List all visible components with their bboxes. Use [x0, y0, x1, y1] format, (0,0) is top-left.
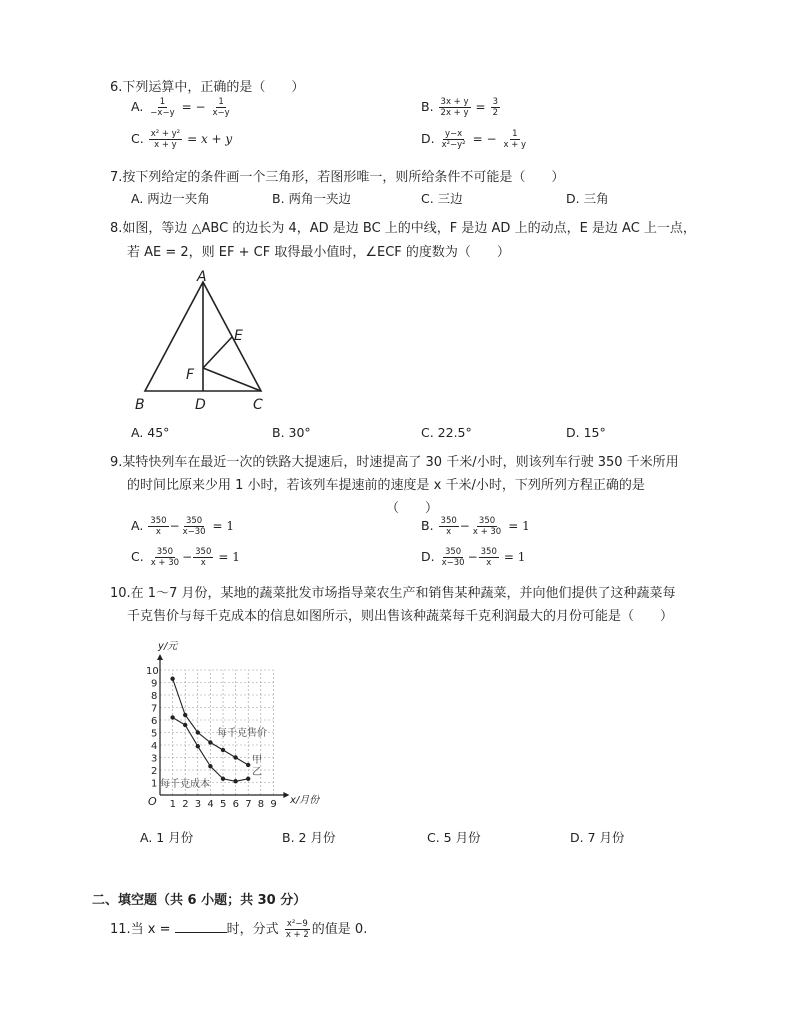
series-label-yi: 乙	[252, 767, 262, 778]
x-tick-label: 1	[169, 799, 176, 810]
q9-stem-line3: （ ）	[386, 501, 439, 516]
q7-stem: 7.按下列给定的条件画一个三角形，若图形唯一，则所给条件不可能是（ ）	[110, 170, 565, 185]
q10-option-a: A. 1 月份	[140, 830, 194, 845]
q9-option-d: D. $\frac{350}{x-30}$ − $\frac{350}{x}$ = 1	[421, 547, 526, 568]
point-label-a: A	[197, 269, 207, 285]
x-tick-label: 7	[245, 799, 252, 810]
q6-option-a: A. $\frac{1}{-x-y}$ = − $\frac{1}{x-y}$	[131, 97, 230, 118]
series-point-cost	[170, 715, 174, 719]
q8-stem-line1: 8.如图，等边 △ABC 的边长为 4，AD 是边 BC 上的中线，F 是边 AD 上的动点，E 是边 AC 上一点，	[110, 221, 696, 236]
point-label-f: F	[186, 367, 195, 383]
series-point-price	[246, 763, 250, 767]
q9-option-c: C. $\frac{350}{x + 30}$ − $\frac{350}{x}$ = 1	[131, 547, 240, 568]
x-tick-label: 2	[182, 799, 189, 810]
q9-stem-line1: 9.某特快列车在最近一次的铁路大提速后，时速提高了 30 千米/小时，则该列车行驶 350 千米所用	[110, 455, 679, 470]
series-point-cost	[196, 744, 200, 748]
q6-option-c: C. $\frac{\text{x² + y²}}{x + y}$ = x + y	[131, 129, 233, 150]
point-label-c: C	[253, 397, 263, 413]
q6-stem: 6.下列运算中，正确的是（ ）	[110, 80, 305, 95]
q8-stem-line2: 若 AE = 2，则 EF + CF 取得最小值时，∠ECF 的度数为（ ）	[127, 245, 510, 260]
x-tick-label: 5	[220, 799, 227, 810]
y-tick-label: 7	[151, 703, 158, 715]
series-point-price	[221, 748, 225, 752]
series-point-cost	[208, 764, 212, 768]
y-tick-label: 3	[151, 753, 158, 765]
series-label-jia: 甲	[252, 755, 262, 766]
triangle-figure	[130, 268, 280, 416]
q9-option-b: B. $\frac{350}{x}$ − $\frac{350}{x + 30}$ = 1	[421, 516, 530, 537]
y-tick-label: 8	[151, 691, 158, 702]
q10-option-d: D. 7 月份	[570, 830, 625, 845]
q10-stem-line2: 千克售价与每千克成本的信息如图所示，则出售该种蔬菜每千克利润最大的月份可能是（ ）	[127, 609, 674, 624]
y-tick-label: 1	[151, 778, 158, 790]
series-point-price	[208, 740, 212, 744]
series-point-cost	[183, 723, 187, 727]
q8-option-c: C. 22.5°	[421, 425, 472, 440]
q6-option-d: D. $\frac{y-x}{\text{x²−y²}}$ = − $\frac{1}{x + y}$	[421, 129, 527, 150]
q10-option-b: B. 2 月份	[282, 830, 336, 845]
point-label-e: E	[234, 328, 243, 344]
y-tick-label: 10	[146, 666, 159, 677]
q7-option-a: A. 两边一夹角	[131, 191, 210, 206]
q8-option-a: A. 45°	[131, 425, 170, 440]
series-point-cost	[233, 779, 237, 783]
segment-fc	[203, 368, 261, 391]
x-tick-label: 8	[257, 799, 265, 810]
price-cost-chart	[140, 635, 340, 815]
y-tick-label: 4	[151, 741, 158, 752]
q7-option-c: C. 三边	[421, 191, 463, 206]
x-tick-label: 9	[270, 799, 277, 810]
series-point-price	[233, 755, 237, 759]
x-tick-label: 3	[194, 799, 202, 810]
point-label-d: D	[195, 397, 206, 413]
point-label-b: B	[135, 397, 145, 413]
segment-fe	[203, 337, 232, 368]
y-tick-label: 6	[151, 716, 158, 727]
cost-annotation: 每千克成本	[160, 779, 210, 790]
q9-option-a: A. $\frac{350}{x}$ − $\frac{350}{x-30}$ = 1	[131, 516, 235, 537]
series-point-cost	[246, 777, 250, 781]
series-point-price	[183, 713, 187, 717]
y-tick-label: 9	[151, 678, 158, 690]
x-axis-label: x/月份	[290, 795, 320, 806]
x-tick-label: 4	[207, 799, 214, 810]
x-axis-arrow	[283, 792, 289, 798]
series-point-price	[170, 677, 174, 681]
q8-option-b: B. 30°	[272, 425, 311, 440]
y-axis-arrow	[157, 654, 163, 660]
origin-label: O	[148, 795, 157, 808]
y-tick-label: 2	[151, 766, 158, 777]
q9-stem-line2: 的时间比原来少用 1 小时，若该列车提速前的速度是 x 千米/小时，下列所列方程正确的是	[127, 478, 645, 493]
x-tick-label: 6	[232, 799, 239, 810]
q10-stem-line1: 10.在 1～7 月份，某地的蔬菜批发市场指导菜农生产和销售某种蔬菜，并向他们提供了这种蔬菜每	[110, 586, 676, 601]
y-axis-label: y/元	[158, 641, 178, 652]
q7-option-d: D. 三角	[566, 191, 609, 206]
q6-option-b: B. $\frac{3x + y}{2x + y}$ = $\frac{3}{2}$	[421, 97, 498, 118]
series-point-cost	[221, 777, 225, 781]
price-annotation: 每千克售价	[217, 728, 267, 739]
section-2-title: 二、填空题（共 6 小题；共 30 分）	[92, 893, 307, 908]
y-tick-label: 5	[151, 728, 158, 740]
q8-option-d: D. 15°	[566, 425, 606, 440]
q11-answer-blank[interactable]	[175, 920, 227, 933]
q7-option-b: B. 两角一夹边	[272, 191, 352, 206]
series-point-price	[196, 730, 200, 734]
q10-option-c: C. 5 月份	[427, 830, 481, 845]
q11-stem: 11.当 x = 时，分式 $\frac{\text{x²−9}}{x + 2}$ 的值是 0.	[110, 919, 368, 940]
